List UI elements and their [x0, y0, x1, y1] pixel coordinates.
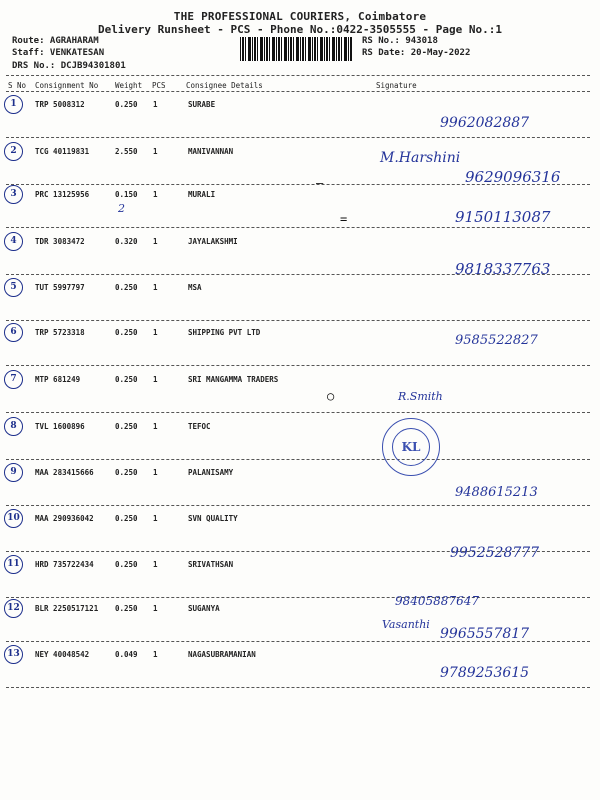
weight-value: 0.250 [115, 100, 138, 109]
row-divider [6, 365, 590, 366]
weight-value: 0.150 [115, 190, 138, 199]
handwritten-phone: 9952528777 [450, 545, 540, 561]
handwritten-phone: 98405887647 [395, 594, 479, 608]
consignee-name: PALANISAMY [188, 468, 234, 477]
row-number-circle: 6 [4, 323, 23, 342]
row-note: 2 [118, 202, 125, 215]
staff-label: Staff: VENKATESAN [12, 48, 105, 58]
consignee-name: JAYALAKSHMI [188, 237, 238, 246]
column-sno: S No [8, 81, 27, 90]
row-number-circle: 9 [4, 463, 23, 482]
header-divider-bottom [6, 91, 590, 92]
handwritten-phone: 9585522827 [455, 333, 538, 348]
pcs-value: 1 [153, 422, 158, 431]
consignment-number: MAA 290936042 [35, 514, 94, 523]
column-consignment: Consignment No [35, 81, 99, 90]
column-pcs: PCS [152, 81, 166, 90]
consignment-number: TVL 1600896 [35, 422, 85, 431]
consignment-number: TDR 3083472 [35, 237, 85, 246]
row-number-circle: 10 [4, 509, 23, 528]
pcs-value: 1 [153, 237, 158, 246]
runsheet-title: THE PROFESSIONAL COURIERS, Coimbatore [173, 10, 427, 23]
pcs-value: 1 [153, 147, 158, 156]
consignee-name: MURALI [188, 190, 216, 199]
weight-value: 0.250 [115, 283, 138, 292]
table-row [0, 283, 600, 331]
row-divider [6, 412, 590, 413]
consignment-number: TRP 5008312 [35, 100, 85, 109]
row-number-circle: 11 [4, 555, 23, 574]
pcs-value: 1 [153, 328, 158, 337]
rs-no-label: RS No.: 943018 [362, 36, 438, 46]
weight-value: 0.320 [115, 237, 138, 246]
consignee-name: NAGASUBRAMANIAN [188, 650, 256, 659]
pcs-value: 1 [153, 650, 158, 659]
weight-value: 0.250 [115, 375, 138, 384]
pcs-value: 1 [153, 190, 158, 199]
column-consignee: Consignee Details [186, 81, 263, 90]
consignee-name: MSA [188, 283, 202, 292]
handwritten-phone: 9789253615 [440, 665, 530, 681]
row-divider [6, 459, 590, 460]
consignment-number: MTP 681249 [35, 375, 81, 384]
consignment-number: MAA 283415666 [35, 468, 94, 477]
consignment-number: TCG 40119831 [35, 147, 90, 156]
pcs-value: 1 [153, 560, 158, 569]
consignment-number: HRD 735722434 [35, 560, 94, 569]
drs-label: DRS No.: DCJB94301801 [12, 61, 126, 71]
weight-value: 0.250 [115, 560, 138, 569]
signature: R.Smith [398, 390, 443, 403]
consignee-name: SVN QUALITY [188, 514, 238, 523]
row-divider [6, 137, 590, 138]
consignee-stamp [382, 418, 440, 476]
route-label: Route: AGRAHARAM [12, 36, 99, 46]
tick-mark: = [340, 212, 348, 226]
runsheet-subtitle: Delivery Runsheet - PCS - Phone No.:0422-3505555 - Page No.:1 [98, 23, 502, 36]
row-number-circle: 8 [4, 417, 23, 436]
consignee-name: SRI MANGAMMA TRADERS [188, 375, 279, 384]
consignment-number: TRP 5723318 [35, 328, 85, 337]
barcode [240, 37, 352, 61]
handwritten-phone: 9150113087 [455, 208, 551, 226]
row-number-circle: 1 [4, 95, 23, 114]
weight-value: 0.250 [115, 328, 138, 337]
row-divider [6, 597, 590, 598]
row-number-circle: 2 [4, 142, 23, 161]
consignment-number: TUT 5997797 [35, 283, 85, 292]
pcs-value: 1 [153, 375, 158, 384]
row-number-circle: 12 [4, 599, 23, 618]
consignee-name: SUGANYA [188, 604, 220, 613]
pcs-value: 1 [153, 468, 158, 477]
pcs-value: 1 [153, 100, 158, 109]
consignee-name: SRIVATHSAN [188, 560, 234, 569]
row-number-circle: 13 [4, 645, 23, 664]
consignee-name: TEFOC [188, 422, 211, 431]
weight-value: 0.250 [115, 604, 138, 613]
row-divider [6, 227, 590, 228]
signature: Vasanthi [382, 618, 430, 631]
circle-mark: ○ [327, 389, 335, 403]
consignee-name: SURABE [188, 100, 216, 109]
table-row [0, 560, 600, 608]
weight-value: 0.250 [115, 468, 138, 477]
column-signature: Signature [376, 81, 417, 90]
row-divider [6, 320, 590, 321]
consignment-number: PRC 13125956 [35, 190, 90, 199]
row-number-circle: 4 [4, 232, 23, 251]
consignment-number: BLR 2250517121 [35, 604, 99, 613]
row-divider [6, 687, 590, 688]
handwritten-phone: 9965557817 [440, 626, 530, 642]
row-number-circle: 5 [4, 278, 23, 297]
weight-value: 0.049 [115, 650, 138, 659]
row-divider [6, 505, 590, 506]
pcs-value: 1 [153, 514, 158, 523]
stamp-initials: KL [392, 428, 430, 466]
handwritten-phone: 9962082887 [440, 115, 530, 131]
weight-value: 2.550 [115, 147, 138, 156]
handwritten-phone: 9818337763 [455, 260, 551, 278]
tick-mark: — [316, 176, 324, 190]
handwritten-phone: 9488615213 [455, 485, 538, 500]
rs-date-label: RS Date: 20-May-2022 [362, 48, 471, 58]
handwritten-phone: 9629096316 [465, 168, 561, 186]
pcs-value: 1 [153, 283, 158, 292]
consignee-name: SHIPPING PVT LTD [188, 328, 261, 337]
column-weight: Weight [115, 81, 143, 90]
table-row [0, 422, 600, 470]
row-number-circle: 3 [4, 185, 23, 204]
consignee-name: MANIVANNAN [188, 147, 234, 156]
pcs-value: 1 [153, 604, 158, 613]
weight-value: 0.250 [115, 514, 138, 523]
table-row [0, 375, 600, 423]
signature: M.Harshini [380, 150, 461, 166]
row-number-circle: 7 [4, 370, 23, 389]
consignment-number: NEY 40048542 [35, 650, 90, 659]
weight-value: 0.250 [115, 422, 138, 431]
header-divider-top [6, 75, 590, 76]
